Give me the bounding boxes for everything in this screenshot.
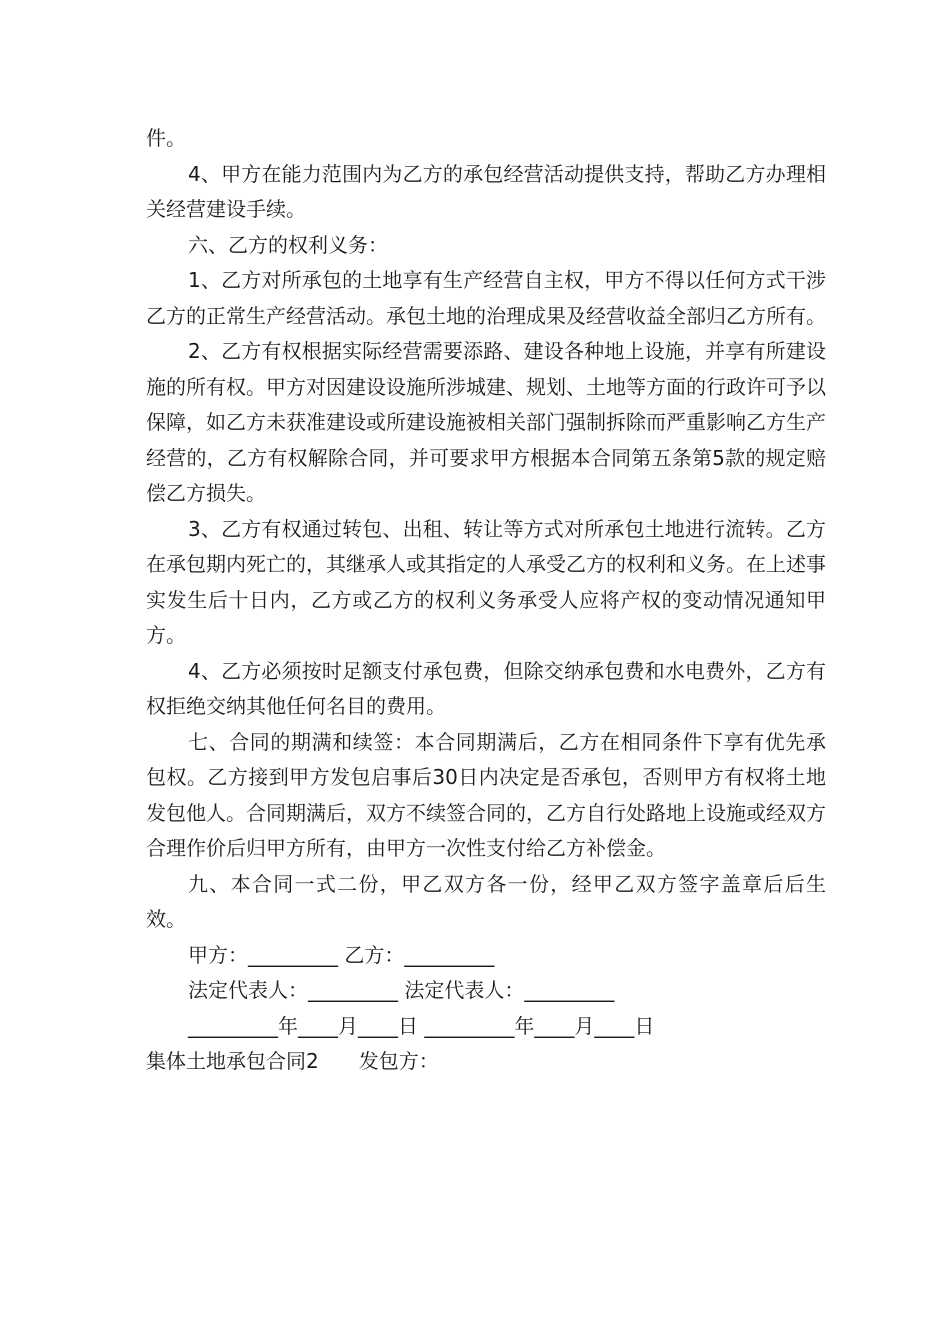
signature-representatives: 法定代表人：_________ 法定代表人：_________ bbox=[188, 978, 615, 1002]
paragraph-fees: 4、乙方必须按时足额支付承包费，但除交纳承包费和水电费外，乙方有权拒绝交纳其他任何名目的费用。 bbox=[146, 658, 826, 718]
paragraph-expiry-renewal: 七、合同的期满和续签：本合同期满后，乙方在相同条件下享有优先承包权。乙方接到甲方发包启事后30日内决定是否承包，否则甲方有权将土地发包他人。合同期满后，双方不续签合同的，乙方自行处路地上设施或经双方合理作价后归甲方所有，由甲方一次性支付给乙方补偿金。 bbox=[146, 729, 826, 860]
section-heading-party-b-rights: 六、乙方的权利义务： bbox=[188, 232, 388, 257]
paragraph-copies-effect: 九、本合同一式二份，甲乙双方各一份，经甲乙双方签字盖章后后生效。 bbox=[146, 871, 826, 931]
signature-parties: 甲方：_________ 乙方：_________ bbox=[188, 942, 495, 967]
document-body bbox=[146, 121, 826, 1080]
paragraph-autonomy: 1、乙方对所承包的土地享有生产经营自主权，甲方不得以任何方式干涉乙方的正常生产经营活动。承包土地的治理成果及经营收益全部归乙方所有。 bbox=[146, 268, 826, 328]
paragraph-party-a-support: 4、甲方在能力范围内为乙方的承包经营活动提供支持，帮助乙方办理相关经营建设手续。 bbox=[146, 161, 826, 221]
paragraph-facilities: 2、乙方有权根据实际经营需要添路、建设各种地上设施，并享有所建设施的所有权。甲方对因建设设施所涉城建、规划、土地等方面的行政许可予以保障，如乙方未获准建设或所建设施被相关部门强制拆除而严重影响乙方生产经营的，乙方有权解除合同，并可要求甲方根据本合同第五条第5款的规定赔偿乙方损失。 bbox=[146, 339, 826, 505]
paragraph-transfer: 3、乙方有权通过转包、出租、转让等方式对所承包土地进行流转。乙方在承包期内死亡的，其继承人或其指定的人承受乙方的权利和义务。在上述事实发生后十日内，乙方或乙方的权利义务承受人应将产权的变动情况通知甲方。 bbox=[146, 516, 826, 647]
signature-dates: _________年____月____日 _________年____月____日 bbox=[188, 1013, 655, 1038]
next-contract-heading: 集体土地承包合同2 发包方： bbox=[146, 1049, 439, 1073]
paragraph-continuation: 件。 bbox=[146, 126, 186, 150]
